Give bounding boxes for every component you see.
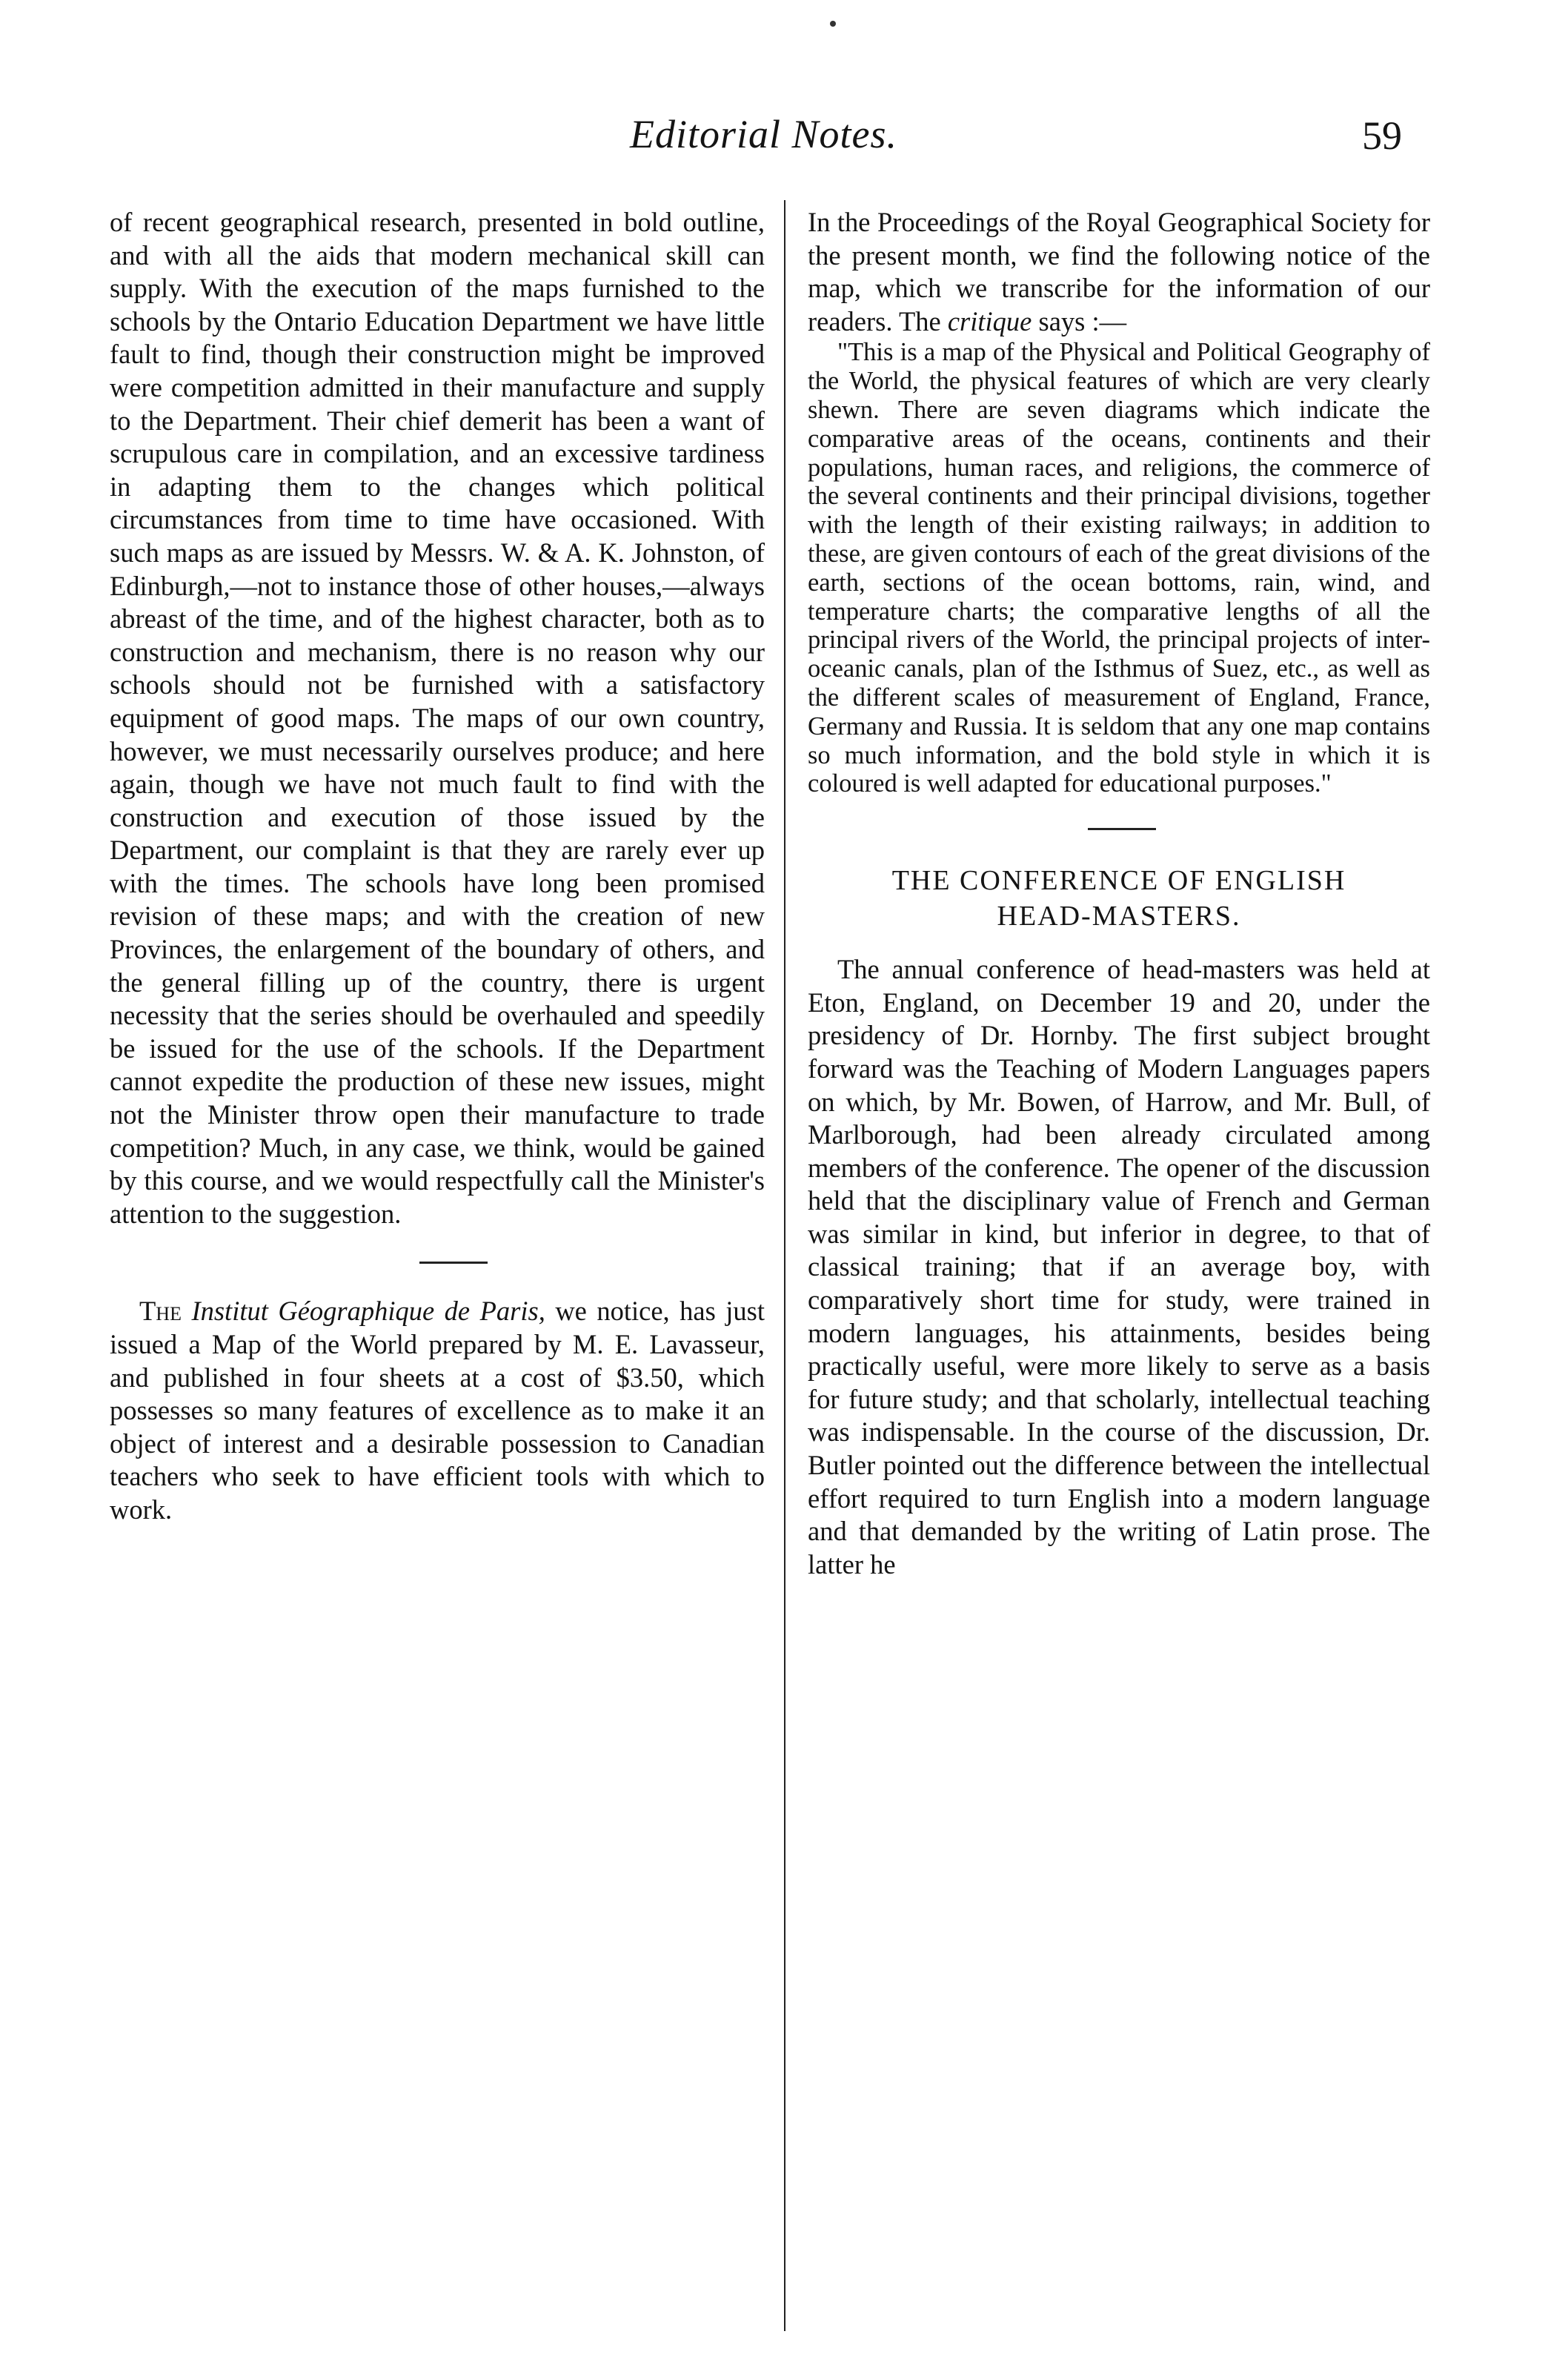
heading-line-1: THE CONFERENCE OF ENGLISH bbox=[891, 865, 1346, 897]
block-quote: "This is a map of the Physical and Political Geography of the World, the physical features of which are very clearly shewn. There are seven diagrams which indicate the comparative areas of the oceans, continents and their populations, human races, and religions, the commerce of the several continents and their principal divisions, together with the length of their existing railways; in addition to these, are given contours of each of the great divisions of the earth, sections of the ocean bottoms, rain, wind, and temperature charts; the comparative lengths of all the principal rivers of the World, the principal projects of inter-oceanic canals, plan of the Isthmus of Suez, etc., as well as the different scales of measurement of England, France, Germany and Russia. It is seldom that any one map contains so much information, and the bold style in which it is coloured is well adapted for educational purposes." bbox=[808, 338, 1430, 798]
paragraph-conference: The annual conference of head-masters was held at Eton, England, on December 19 and 20, under the presidency of Dr. Hornby. The first subject brought forward was the Teaching of Modern Languages papers on which, by Mr. Bowen, of Harrow, and Mr. Bull, of Marlborough, had been already circulated among members of the conference. The opener of the discussion held that the disciplinary value of French and German was similar in kind, but inferior in degree, to that of classical training; that if an average boy, with comparatively short time for study, were trained in modern languages, his attainments, besides being practically useful, were more likely to serve as a basis for future study; and that scholarly, intellectual teaching was indispensable. In the course of the discussion, Dr. Butler pointed out the difference between the intellectual effort required to turn English into a modern language and that demanded by the writing of Latin prose. The latter he bbox=[808, 954, 1430, 1580]
right-column bbox=[808, 206, 1430, 1581]
stray-dot bbox=[830, 21, 836, 27]
lead-word: The bbox=[139, 1296, 182, 1327]
paragraph-institut-text: we notice, has just issued a Map of the World prepared by M. E. Lavasseur, and published in four sheets at a cost of $3.50, which possesses so many features of excellence as to make it an object of interest and a desirable possession to Canadian teachers who seek to have efficient tools with which to work. bbox=[110, 1296, 765, 1525]
critique-word: critique bbox=[947, 305, 1032, 337]
proceedings-tail: says :— bbox=[1038, 305, 1127, 337]
section-divider bbox=[419, 1262, 488, 1264]
proceedings-text: In the Proceedings of the Royal Geographical Society for the present month, we find the following notice of the map, which we transcribe for the information of our readers. The bbox=[808, 207, 1430, 337]
section-heading bbox=[808, 863, 1430, 934]
heading-line-2: HEAD-MASTERS. bbox=[997, 901, 1241, 932]
running-header: Editorial Notes. bbox=[630, 112, 898, 156]
institut-name: Institut Géographique de Paris, bbox=[191, 1296, 545, 1327]
left-column bbox=[110, 206, 765, 1527]
paragraph-maps-critique: of recent geographical research, presented in bold outline, and with all the aids that modern mechanical skill can supply. With the execution of the maps furnished to the schools by the Ontario Education Department we have little fault to find, though their construction might be improved were competition admitted in their manufacture and supply to the Department. Their chief demerit has been a want of scrupulous care in compilation, and an excessive tardiness in adapting them to the changes which political circumstances from time to time have occasioned. With such maps as are issued by Messrs. W. & A. K. Johnston, of Edinburgh,—not to instance those of other houses,—always abreast of the time, and of the highest character, both as to construction and mechanism, there is no reason why our schools should not be furnished with a satisfactory equipment of good maps. The maps of our own country, however, we must necessarily ourselves produce; and here again, though we have not much fault to find with the construction and execution of those issued by the Department, our complaint is that they are rarely ever up with the times. The schools have long been promised revision of these maps; and with the creation of new Provinces, the enlargement of the boundary of others, and the general filling up of the country, there is urgent necessity that the series should be overhauled and speedily be issued for the use of the schools. If the Department cannot expedite the production of these new issues, might not the Minister throw open their manufacture to trade competition? Much, in any case, we think, would be gained by this course, and we would respectfully call the Minister's attention to the suggestion. bbox=[110, 207, 765, 1229]
paragraph-institut-map bbox=[110, 1295, 765, 1526]
column-divider bbox=[784, 200, 785, 2331]
page-number: 59 bbox=[1362, 113, 1402, 158]
section-divider bbox=[1088, 828, 1156, 830]
paragraph-proceedings bbox=[808, 206, 1430, 338]
